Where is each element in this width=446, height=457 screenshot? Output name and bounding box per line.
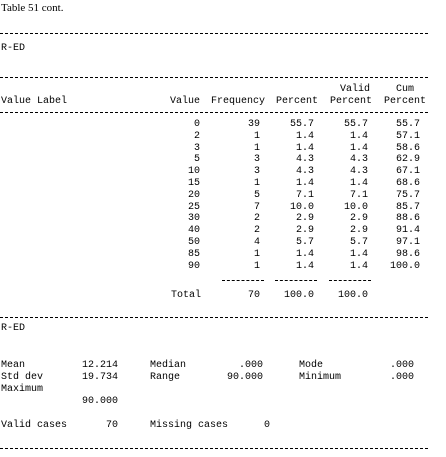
cell-percent: 5.7 (295, 237, 314, 248)
cell-value: 15 (187, 178, 200, 189)
cell-percent: 1.4 (295, 249, 314, 260)
total-frequency: 70 (247, 290, 260, 301)
stat-median-label: Median (150, 360, 187, 371)
cell-frequency: 7 (253, 202, 260, 213)
cell-frequency: 5 (253, 190, 260, 201)
total-rule-percent (275, 280, 317, 281)
cell-percent: 1.4 (295, 143, 314, 154)
cell-value: 2 (193, 131, 200, 142)
cell-frequency: 1 (253, 143, 260, 154)
cell-cum-percent: 88.6 (395, 213, 420, 224)
cell-cum-percent: 57.1 (395, 131, 420, 142)
cell-frequency: 1 (253, 249, 260, 260)
cell-value: 5 (193, 154, 200, 165)
cell-valid-percent: 1.4 (349, 178, 368, 189)
cell-cum-percent: 75.7 (395, 190, 420, 201)
cell-value: 90 (187, 261, 200, 272)
table-title: Table 51 cont. (1, 2, 64, 14)
cell-value: 30 (187, 213, 200, 224)
stat-std-dev-label: Std dev (1, 372, 44, 383)
cell-percent: 1.4 (295, 178, 314, 189)
cell-cum-percent: 100.0 (389, 261, 420, 272)
cell-cum-percent: 67.1 (395, 166, 420, 177)
cell-valid-percent: 1.4 (349, 249, 368, 260)
cell-cum-percent: 91.4 (395, 225, 420, 236)
cell-valid-percent: 55.7 (343, 119, 368, 130)
stat-mean-value: 12.214 (81, 360, 118, 371)
cell-valid-percent: 2.9 (349, 213, 368, 224)
cell-value: 85 (187, 249, 200, 260)
cell-percent: 7.1 (295, 190, 314, 201)
stat-range-label: Range (150, 372, 181, 383)
cell-percent: 1.4 (295, 131, 314, 142)
cell-cum-percent: 62.9 (395, 154, 420, 165)
cell-valid-percent: 7.1 (349, 190, 368, 201)
total-valid-percent: 100.0 (337, 290, 368, 301)
cell-valid-percent: 1.4 (349, 261, 368, 272)
cell-valid-percent: 1.4 (349, 131, 368, 142)
cell-frequency: 4 (253, 237, 260, 248)
total-label: Total (171, 290, 202, 301)
missing-cases-value: 0 (263, 420, 270, 431)
total-rule-valid-percent (329, 280, 371, 281)
stat-median-value: .000 (238, 360, 263, 371)
cell-percent: 2.9 (295, 225, 314, 236)
cell-cum-percent: 98.6 (395, 249, 420, 260)
header-value: Value (169, 96, 200, 107)
cell-valid-percent: 5.7 (349, 237, 368, 248)
cell-frequency: 1 (253, 261, 260, 272)
cell-frequency: 1 (253, 131, 260, 142)
rule-bottom (0, 448, 428, 449)
stat-minimum-value: .000 (389, 372, 414, 383)
cell-frequency: 39 (247, 119, 260, 130)
variable-name: R-ED (1, 43, 26, 54)
cell-percent: 10.0 (289, 202, 314, 213)
cell-value: 3 (193, 143, 200, 154)
cell-percent: 55.7 (289, 119, 314, 130)
stat-std-dev-value: 19.734 (81, 372, 118, 383)
cell-value: 10 (187, 166, 200, 177)
header-percent: Percent (275, 96, 318, 107)
cell-percent: 2.9 (295, 213, 314, 224)
cell-percent: 1.4 (295, 261, 314, 272)
header-cum: Cum (395, 84, 414, 95)
rule-stats-top (0, 317, 428, 318)
header-valid-percent: Percent (329, 96, 372, 107)
cell-valid-percent: 4.3 (349, 154, 368, 165)
stat-mode-value: .000 (389, 360, 414, 371)
cell-valid-percent: 1.4 (349, 143, 368, 154)
cell-value: 40 (187, 225, 200, 236)
cell-frequency: 3 (253, 154, 260, 165)
cell-frequency: 2 (253, 225, 260, 236)
header-frequency: Frequency (210, 96, 265, 107)
stat-range-value: 90.000 (226, 372, 263, 383)
rule-header-top (0, 77, 428, 78)
header-value-label: Value Label (1, 96, 68, 107)
valid-cases-label: Valid cases (1, 420, 68, 431)
header-valid: Valid (339, 84, 370, 95)
stats-variable-name: R-ED (1, 323, 26, 334)
total-rule-frequency (222, 280, 264, 281)
valid-cases-value: 70 (105, 420, 118, 431)
cell-cum-percent: 68.6 (395, 178, 420, 189)
cell-cum-percent: 85.7 (395, 202, 420, 213)
header-cum-percent: Percent (383, 96, 426, 107)
cell-valid-percent: 2.9 (349, 225, 368, 236)
cell-value: 0 (193, 119, 200, 130)
cell-frequency: 1 (253, 178, 260, 189)
total-percent: 100.0 (283, 290, 314, 301)
cell-cum-percent: 97.1 (395, 237, 420, 248)
rule-header-bottom (0, 112, 428, 113)
cell-frequency: 3 (253, 166, 260, 177)
cell-valid-percent: 10.0 (343, 202, 368, 213)
cell-frequency: 2 (253, 213, 260, 224)
cell-valid-percent: 4.3 (349, 166, 368, 177)
stat-mean-label: Mean (1, 360, 26, 371)
stat-maximum-value: 90.000 (81, 396, 118, 407)
cell-cum-percent: 55.7 (395, 119, 420, 130)
cell-percent: 4.3 (295, 166, 314, 177)
cell-value: 25 (187, 202, 200, 213)
stat-minimum-label: Minimum (299, 372, 342, 383)
cell-cum-percent: 58.6 (395, 143, 420, 154)
rule-top (0, 33, 428, 34)
cell-value: 50 (187, 237, 200, 248)
stat-maximum-label: Maximum (1, 384, 44, 395)
cell-value: 20 (187, 190, 200, 201)
cell-percent: 4.3 (295, 154, 314, 165)
stat-mode-label: Mode (299, 360, 324, 371)
missing-cases-label: Missing cases (150, 420, 229, 431)
